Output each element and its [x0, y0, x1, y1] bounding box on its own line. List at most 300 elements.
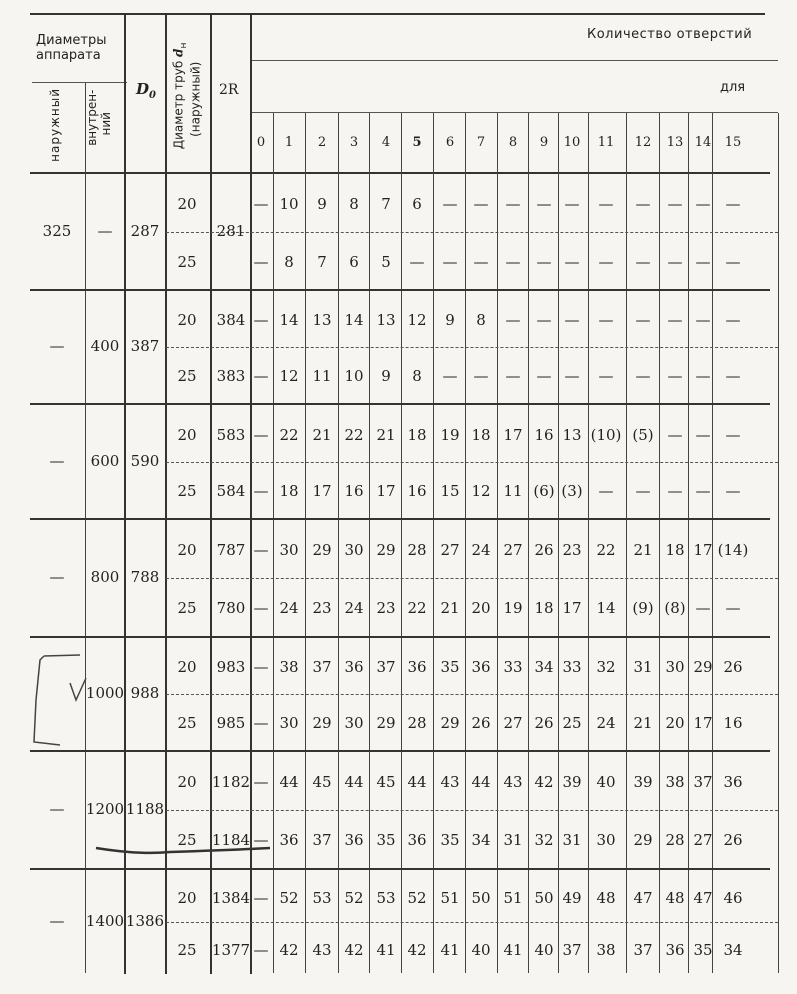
hole-count-cell: —	[635, 252, 651, 271]
hole-count-cell: 8	[476, 310, 486, 329]
hole-count-cell: —	[505, 310, 521, 329]
hole-count-cell: 20	[665, 714, 685, 733]
hole-count-cell: 11	[503, 482, 523, 501]
hole-count-cell: 12	[279, 367, 299, 386]
tube-diameter-cell: 25	[177, 940, 197, 959]
hole-count-cell: —	[635, 310, 651, 329]
outer-diameter-cell: —	[49, 800, 65, 818]
hole-count-cell: 50	[534, 888, 554, 907]
hole-count-cell: 40	[534, 940, 554, 959]
column-header: 1	[284, 135, 294, 150]
tube-diameter-cell: 20	[177, 888, 197, 907]
hole-count-cell: 37	[312, 658, 332, 677]
hole-count-cell: 36	[407, 831, 427, 850]
hole-count-cell: —	[536, 367, 552, 386]
column-header: 8	[508, 135, 518, 150]
hole-count-cell: 17	[376, 482, 396, 501]
hole-count-cell: —	[442, 367, 458, 386]
hole-count-cell: 18	[407, 425, 427, 444]
inner-diameter-cell: 1400	[85, 912, 125, 930]
two-r-cell: 1377	[211, 940, 251, 959]
hole-count-cell: 18	[534, 599, 554, 618]
outer-diameter-header: наружный	[48, 87, 63, 162]
hole-count-cell: —	[598, 252, 614, 271]
column-header: 12	[634, 135, 652, 150]
hole-count-cell: —	[536, 252, 552, 271]
hole-count-cell: —	[253, 831, 269, 850]
hole-count-cell: 52	[344, 888, 364, 907]
hole-count-cell: 35	[376, 831, 396, 850]
hole-count-cell: 7	[381, 195, 391, 213]
two-r-header: 2R	[219, 82, 239, 98]
hole-count-cell: —	[635, 367, 651, 386]
hole-count-cell: —	[725, 195, 741, 213]
hole-count-cell: 53	[376, 888, 396, 907]
hole-count-cell: 24	[344, 599, 364, 618]
hole-count-cell: 34	[471, 831, 491, 850]
hole-count-cell: 24	[279, 599, 299, 618]
hole-count-cell: —	[253, 252, 269, 271]
hole-count-cell: —	[564, 310, 580, 329]
hole-count-cell: 35	[693, 940, 713, 959]
hole-count-cell: 10	[344, 367, 364, 386]
hole-count-cell: —	[725, 367, 741, 386]
tube-diameter-cell: 25	[177, 714, 197, 733]
hole-count-cell: 16	[723, 714, 743, 733]
hole-count-cell: 49	[562, 888, 582, 907]
hole-count-cell: —	[564, 252, 580, 271]
hole-count-cell: —	[667, 367, 683, 386]
hole-count-cell: 41	[503, 940, 523, 959]
hole-count-cell: —	[725, 310, 741, 329]
column-header: 14	[694, 135, 712, 150]
for-label: для	[720, 80, 746, 95]
hole-count-cell: 21	[633, 714, 653, 733]
hole-count-cell: —	[564, 195, 580, 213]
hole-count-cell: 18	[471, 425, 491, 444]
hole-count-cell: —	[695, 252, 711, 271]
pencil-bracket	[34, 655, 80, 745]
hole-count-cell: 51	[440, 888, 460, 907]
hole-count-cell: 9	[317, 195, 327, 213]
outer-diameter-cell: 325	[42, 221, 72, 240]
hole-count-header: Количество отверстий	[587, 27, 753, 42]
tube-diameter-cell: 20	[177, 425, 197, 444]
hole-count-cell: 14	[596, 599, 616, 618]
d0-cell: 387	[130, 336, 160, 355]
hole-count-cell: 30	[279, 714, 299, 733]
hole-count-cell: 19	[503, 599, 523, 618]
hole-count-cell: 22	[344, 425, 364, 444]
tube-diameter-cell: 25	[177, 252, 197, 271]
d0-cell: 287	[130, 221, 160, 240]
hole-count-cell: 39	[633, 773, 653, 792]
hole-count-cell: 30	[344, 541, 364, 560]
hole-count-cell: 39	[562, 773, 582, 792]
hole-count-cell: (10)	[590, 425, 622, 444]
hole-count-cell: —	[695, 599, 711, 618]
hole-count-cell: 50	[471, 888, 491, 907]
hole-count-cell: —	[725, 425, 741, 444]
tube-diameter-cell: 20	[177, 658, 197, 677]
two-r-cell: 383	[216, 367, 246, 386]
hole-count-cell: 34	[534, 658, 554, 677]
hole-count-cell: —	[409, 252, 425, 271]
hole-count-cell: 36	[344, 831, 364, 850]
hole-count-cell: —	[667, 252, 683, 271]
hole-count-cell: 35	[440, 831, 460, 850]
hole-count-cell: —	[635, 195, 651, 213]
apparatus-diameters-label: Диаметры аппарата	[36, 33, 107, 63]
hole-count-cell: 16	[344, 482, 364, 501]
hole-count-cell: 21	[312, 425, 332, 444]
tube-diameter-cell: 20	[177, 310, 197, 329]
hole-count-cell: 24	[596, 714, 616, 733]
two-r-cell: 384	[216, 310, 246, 329]
hole-count-cell: (6)	[533, 482, 555, 501]
hole-count-cell: 52	[279, 888, 299, 907]
hole-count-cell: 27	[693, 831, 713, 850]
column-header: 2	[317, 135, 327, 150]
column-header: 15	[724, 135, 742, 150]
hole-count-cell: 8	[412, 367, 422, 386]
hole-count-cell: 22	[407, 599, 427, 618]
inner-diameter-cell: 400	[90, 336, 120, 355]
hole-count-cell: 19	[440, 425, 460, 444]
hole-count-cell: 42	[534, 773, 554, 792]
pencil-underline	[96, 848, 270, 853]
tube-diameter-cell: 20	[177, 773, 197, 792]
hole-count-cell: —	[442, 252, 458, 271]
hole-count-cell: 24	[471, 541, 491, 560]
hole-count-cell: —	[253, 482, 269, 501]
hole-count-cell: —	[667, 195, 683, 213]
hole-count-cell: 43	[440, 773, 460, 792]
hole-count-cell: 42	[407, 940, 427, 959]
hole-count-cell: 27	[503, 541, 523, 560]
outer-diameter-cell: —	[49, 451, 65, 470]
hole-count-cell: 36	[665, 940, 685, 959]
hole-count-cell: 27	[440, 541, 460, 560]
hole-count-cell: 26	[723, 831, 743, 850]
two-r-cell: 281	[216, 221, 246, 240]
hole-count-cell: —	[505, 252, 521, 271]
hole-count-cell: (5)	[632, 425, 654, 444]
hole-count-cell: 17	[693, 714, 713, 733]
two-r-cell: 985	[216, 714, 246, 733]
hole-count-cell: 22	[596, 541, 616, 560]
hole-count-cell: —	[695, 310, 711, 329]
hole-count-cell: —	[725, 599, 741, 618]
tube-diameter-cell: 20	[177, 195, 197, 213]
hole-count-cell: —	[725, 252, 741, 271]
hole-count-cell: 13	[376, 310, 396, 329]
hole-count-cell: 13	[312, 310, 332, 329]
hole-count-cell: 45	[376, 773, 396, 792]
hole-count-cell: —	[635, 482, 651, 501]
d0-cell: 1188	[125, 800, 165, 818]
d0-letter: D	[136, 80, 150, 98]
hole-count-cell: 44	[471, 773, 491, 792]
hole-count-cell: 29	[440, 714, 460, 733]
hole-count-cell: —	[695, 482, 711, 501]
two-r-cell: 1182	[211, 773, 251, 792]
hole-count-cell: (14)	[717, 541, 749, 560]
outer-diameter-cell: —	[49, 568, 65, 586]
d0-cell: 1386	[125, 912, 165, 930]
hole-count-cell: 26	[534, 541, 554, 560]
hole-count-cell: 25	[562, 714, 582, 733]
hole-count-cell: 33	[503, 658, 523, 677]
hole-count-cell: —	[253, 888, 269, 907]
hole-count-cell: 27	[503, 714, 523, 733]
hole-count-cell: 37	[312, 831, 332, 850]
hole-count-cell: 37	[376, 658, 396, 677]
hole-count-cell: —	[598, 482, 614, 501]
hole-count-cell: 38	[665, 773, 685, 792]
hole-count-cell: 30	[344, 714, 364, 733]
inner-diameter-cell: —	[97, 221, 113, 240]
column-header: 6	[445, 135, 455, 150]
hole-count-cell: 14	[279, 310, 299, 329]
hole-count-cell: 51	[503, 888, 523, 907]
d0-subscript: 0	[149, 90, 156, 101]
hole-count-cell: 14	[344, 310, 364, 329]
hole-count-cell: 36	[344, 658, 364, 677]
hole-count-cell: 23	[376, 599, 396, 618]
hole-count-cell: —	[598, 367, 614, 386]
two-r-cell: 787	[216, 541, 246, 560]
d0-cell: 988	[130, 684, 160, 702]
hole-count-cell: —	[695, 195, 711, 213]
inner-diameter-cell: 1000	[85, 684, 125, 702]
inner-diameter-label: внутрен-ний	[85, 89, 113, 146]
hole-count-cell: 31	[503, 831, 523, 850]
hole-count-cell: 9	[445, 310, 455, 329]
hole-count-cell: —	[442, 195, 458, 213]
hole-count-cell: 21	[376, 425, 396, 444]
hole-count-cell: 40	[596, 773, 616, 792]
hole-count-cell: —	[473, 195, 489, 213]
hole-count-cell: 37	[562, 940, 582, 959]
hole-count-cell: —	[473, 252, 489, 271]
tube-diameter-cell: 20	[177, 541, 197, 560]
hole-count-cell: —	[253, 310, 269, 329]
hole-count-cell: 29	[633, 831, 653, 850]
tube-diameter-cell: 25	[177, 599, 197, 618]
hole-count-cell: 16	[534, 425, 554, 444]
hole-count-cell: 18	[665, 541, 685, 560]
hole-count-cell: 23	[312, 599, 332, 618]
hole-count-cell: 28	[407, 541, 427, 560]
hole-count-cell: 47	[693, 888, 713, 907]
hole-count-cell: 43	[312, 940, 332, 959]
hole-count-cell: —	[667, 310, 683, 329]
pencil-check	[70, 678, 86, 700]
hole-count-cell: 36	[407, 658, 427, 677]
hole-count-cell: 34	[723, 940, 743, 959]
hole-count-cell: 33	[562, 658, 582, 677]
inner-diameter-cell: 600	[90, 451, 120, 470]
hole-count-cell: 31	[562, 831, 582, 850]
hole-count-cell: 6	[349, 252, 359, 271]
hole-count-cell: 26	[471, 714, 491, 733]
hole-count-cell: 29	[693, 658, 713, 677]
column-header: 11	[597, 135, 615, 150]
hole-count-cell: 37	[633, 940, 653, 959]
outer-diameter-cell: —	[49, 912, 65, 930]
hole-count-cell: —	[598, 195, 614, 213]
inner-diameter-cell: 800	[90, 568, 120, 586]
hole-count-cell: —	[473, 367, 489, 386]
hole-count-cell: —	[725, 482, 741, 501]
hole-count-cell: 35	[440, 658, 460, 677]
column-header: 0	[256, 135, 266, 150]
hole-count-cell: —	[253, 195, 269, 213]
two-r-cell: 1384	[211, 888, 251, 907]
hole-count-cell: 17	[503, 425, 523, 444]
hole-count-cell: —	[564, 367, 580, 386]
hole-count-cell: —	[253, 940, 269, 959]
hole-count-cell: 41	[376, 940, 396, 959]
hole-count-cell: —	[598, 310, 614, 329]
hole-count-cell: 5	[381, 252, 391, 271]
inner-diameter-cell: 1200	[85, 800, 125, 818]
column-header: 10	[563, 135, 581, 150]
hole-count-cell: 30	[665, 658, 685, 677]
hole-count-cell: —	[695, 367, 711, 386]
hole-count-cell: —	[536, 310, 552, 329]
hole-count-cell: —	[695, 425, 711, 444]
d0-cell: 590	[130, 451, 160, 470]
two-r-cell: 583	[216, 425, 246, 444]
two-r-cell: 983	[216, 658, 246, 677]
hole-count-cell: 17	[562, 599, 582, 618]
hole-count-cell: 21	[633, 541, 653, 560]
hole-count-cell: 6	[412, 195, 422, 213]
tube-diameter-label-2: (наружный)	[188, 61, 203, 137]
tube-diameter-symbol: d	[171, 48, 186, 57]
hole-count-cell: 28	[407, 714, 427, 733]
hole-count-cell: 42	[279, 940, 299, 959]
column-header: 5	[412, 135, 422, 150]
hole-count-cell: 37	[693, 773, 713, 792]
hole-count-cell: —	[505, 195, 521, 213]
hole-count-cell: 42	[344, 940, 364, 959]
hole-count-cell: (8)	[664, 599, 686, 618]
hole-count-cell: 30	[279, 541, 299, 560]
hole-count-cell: —	[253, 541, 269, 560]
hole-count-cell: 12	[407, 310, 427, 329]
hole-count-cell: 29	[312, 714, 332, 733]
hole-count-cell: 32	[596, 658, 616, 677]
hole-count-cell: 44	[279, 773, 299, 792]
hole-count-cell: 30	[596, 831, 616, 850]
hole-count-cell: —	[667, 482, 683, 501]
hole-count-cell: —	[667, 425, 683, 444]
hole-count-cell: 44	[344, 773, 364, 792]
hole-count-cell: 26	[723, 658, 743, 677]
hole-count-cell: 53	[312, 888, 332, 907]
hole-count-cell: 17	[693, 541, 713, 560]
hole-count-cell: 22	[279, 425, 299, 444]
hole-count-cell: (3)	[561, 482, 583, 501]
hole-count-cell: 43	[503, 773, 523, 792]
hole-count-cell: —	[505, 367, 521, 386]
hole-count-cell: 26	[534, 714, 554, 733]
hole-count-cell: 20	[471, 599, 491, 618]
hole-count-cell: 52	[407, 888, 427, 907]
column-header: 9	[539, 135, 549, 150]
hole-count-cell: 47	[633, 888, 653, 907]
hole-count-cell: 17	[312, 482, 332, 501]
tube-diameter-cell: 25	[177, 482, 197, 501]
hole-count-cell: —	[253, 425, 269, 444]
hole-count-cell: 9	[381, 367, 391, 386]
hole-count-cell: —	[253, 714, 269, 733]
hole-count-cell: 29	[376, 714, 396, 733]
hole-count-cell: —	[253, 599, 269, 618]
hole-count-cell: 38	[279, 658, 299, 677]
hole-count-cell: 16	[407, 482, 427, 501]
hole-count-cell: 11	[312, 367, 332, 386]
hole-count-cell: 36	[279, 831, 299, 850]
hole-count-cell: 44	[407, 773, 427, 792]
hole-count-cell: 18	[279, 482, 299, 501]
hole-count-cell: 41	[440, 940, 460, 959]
hole-count-cell: 12	[471, 482, 491, 501]
hole-count-cell: 13	[562, 425, 582, 444]
hole-count-cell: —	[253, 367, 269, 386]
hole-count-cell: 32	[534, 831, 554, 850]
two-r-cell: 1184	[211, 831, 251, 850]
hole-count-cell: —	[536, 195, 552, 213]
hole-count-cell: 8	[349, 195, 359, 213]
hole-count-cell: 31	[633, 658, 653, 677]
tube-diameter-label-1: Диаметр труб	[171, 60, 186, 150]
hole-count-cell: 7	[317, 252, 327, 271]
hole-count-cell: 45	[312, 773, 332, 792]
hole-count-cell: 48	[665, 888, 685, 907]
hole-count-cell: 36	[723, 773, 743, 792]
column-header: 3	[349, 135, 359, 150]
hole-count-cell: 28	[665, 831, 685, 850]
column-header: 13	[666, 135, 684, 150]
hole-count-cell: —	[253, 658, 269, 677]
tube-diameter-cell: 25	[177, 367, 197, 386]
column-header: 4	[381, 135, 391, 150]
hole-count-cell: 23	[562, 541, 582, 560]
two-r-cell: 584	[216, 482, 246, 501]
tube-diameter-cell: 25	[177, 831, 197, 850]
d0-cell: 788	[130, 568, 160, 586]
two-r-cell: 780	[216, 599, 246, 618]
hole-count-cell: 15	[440, 482, 460, 501]
outer-diameter-cell: —	[49, 336, 65, 355]
hole-count-cell: 48	[596, 888, 616, 907]
hole-count-cell: 46	[723, 888, 743, 907]
hole-count-cell: 29	[312, 541, 332, 560]
hole-count-cell: 21	[440, 599, 460, 618]
column-header: 7	[476, 135, 486, 150]
hole-count-cell: (9)	[632, 599, 654, 618]
hole-count-cell: 38	[596, 940, 616, 959]
hole-count-cell: 29	[376, 541, 396, 560]
hole-count-cell: 8	[284, 252, 294, 271]
hole-count-cell: 40	[471, 940, 491, 959]
hole-count-cell: 36	[471, 658, 491, 677]
hole-count-cell: 10	[279, 195, 299, 213]
